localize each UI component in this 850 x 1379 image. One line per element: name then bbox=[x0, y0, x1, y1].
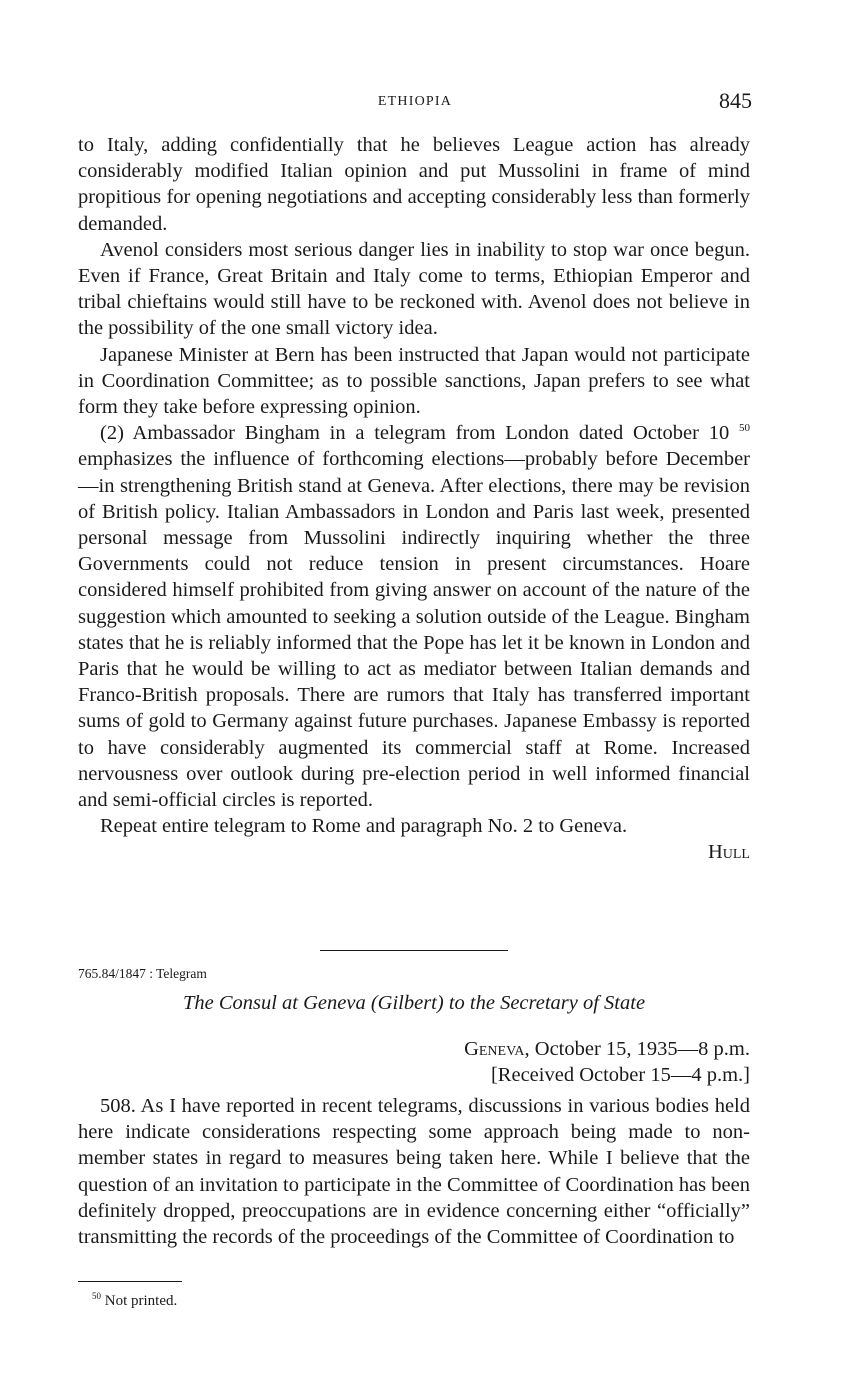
paragraph-bingham-start: (2) Ambassador Bingham in a telegram from London dated October 10 bbox=[100, 422, 730, 445]
signature: Hull bbox=[707, 841, 750, 864]
footnote-number: 50 bbox=[92, 1291, 101, 1301]
dateline-place: Geneva bbox=[464, 1038, 525, 1060]
paragraph-avenol: Avenol considers most serious danger lies in inability to stop war once begun. Even if France, Great Britain and Italy come to terms, Ethiopian Emperor and tribal chieftains would still have to be reckoned with. Avenol does not believe in the possibility of the one small victory idea. bbox=[78, 238, 750, 340]
paragraph-bingham bbox=[78, 420, 750, 813]
paragraph-continued: to Italy, adding confidentially that he believes League action has already considerably modified Italian opinion and put Mussolini in frame of mind propitious for opening negotiations and accepting considerably less than formerly demanded. bbox=[78, 134, 750, 235]
footnote-divider bbox=[78, 1281, 182, 1282]
document-title: The Consul at Geneva (Gilbert) to the Secretary of State bbox=[182, 992, 646, 1014]
dateline bbox=[464, 1036, 750, 1088]
telegram-body bbox=[78, 132, 750, 866]
page-number: 845 bbox=[719, 88, 752, 113]
paragraph-bingham-rest: emphasizes the influence of forthcoming elections—probably before December—in strengthening British stand at Geneva. After elections, there may be revision of British policy. Italian Ambassadors in London and Paris last week, presented personal message from Mussolini indirectly inquiring whether the three Governments could not reduce tension in present circumstances. Hoare considered himself prohibited from giving answer on account of the nature of the suggestion which amounted to seeking a solution outside of the League. Bingham states that he is reliably informed that the Pope has let it be known in London and Paris that he would be willing to act as mediator between Italian demands and Franco-British proposals. There are rumors that Italy has transferred important sums of gold to Germany against future purchases. Japanese Embassy is reported to have considerably augmented its commercial staff at Rome. Increased nervousness over outlook during pre-election period in well informed financial and semi-official circles is reported. bbox=[78, 448, 750, 812]
footnote-text: Not printed. bbox=[104, 1293, 178, 1309]
dateline-received: [Received October 15—4 p.m.] bbox=[490, 1064, 750, 1086]
section-divider bbox=[320, 950, 508, 951]
file-reference: 765.84/1847 : Telegram bbox=[78, 966, 207, 981]
footnote-reference: 50 bbox=[739, 422, 751, 435]
page-header bbox=[78, 88, 752, 118]
paragraph-japanese-minister: Japanese Minister at Bern has been instructed that Japan would not participate in Coordination Committee; as to possible sanctions, Japan prefers to see what form they take before expressing opinion. bbox=[78, 343, 750, 419]
paragraph-repeat: Repeat entire telegram to Rome and paragraph No. 2 to Geneva. bbox=[100, 815, 628, 838]
dateline-date: , October 15, 1935—8 p.m. bbox=[524, 1038, 750, 1060]
dateline-sent bbox=[464, 1036, 750, 1062]
paragraph-508: 508. As I have reported in recent telegrams, discussions in various bodies held here indicate considerations respecting some approach being made to non-member states in regard to measures being taken here. While I believe that the question of an invitation to participate in the Committee of Coordination has been definitely dropped, preoccupations are in evidence concerning either “officially” transmitting the records of the proceedings of the Committee of Coordination to bbox=[78, 1095, 750, 1249]
consul-telegram-body bbox=[78, 1093, 750, 1250]
footnote bbox=[92, 1293, 177, 1310]
running-title: ETHIOPIA bbox=[377, 94, 453, 109]
